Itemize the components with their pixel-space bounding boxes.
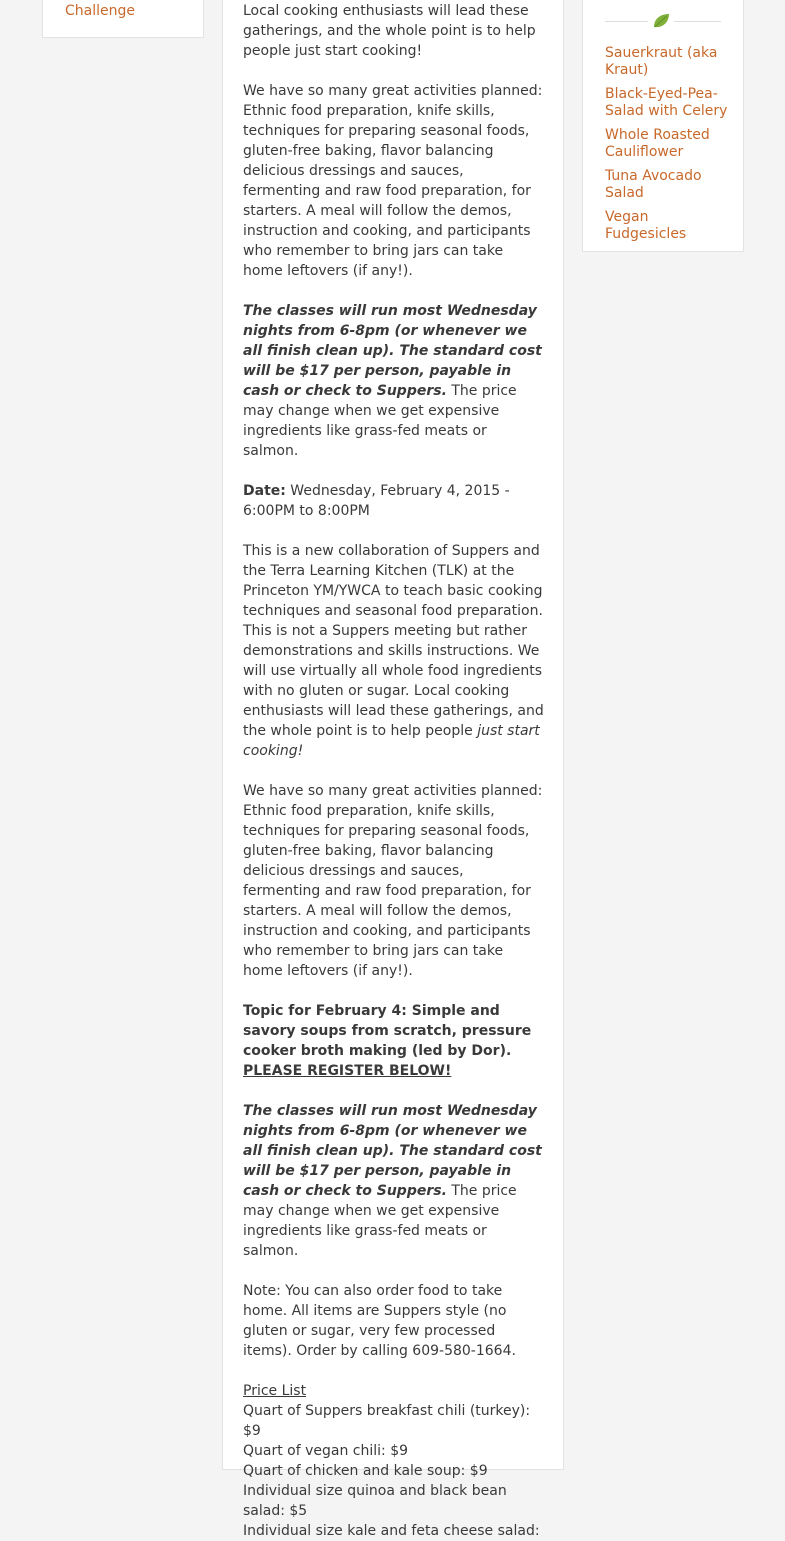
event-date [243,481,545,521]
list-item [605,127,731,161]
collab-italic: just start cooking! [243,723,540,759]
date-value: Wednesday, February 4, 2015 - 6:00PM to 8:00PM [243,483,510,519]
price-item: Quart of Suppers breakfast chili (turkey): $9 [243,1403,531,1439]
recipe-link[interactable]: Black-Eyed-Pea-Salad with Celery [605,86,728,119]
sidebar-link-challenge[interactable]: Challenge [65,3,135,19]
intro-top-paragraph: Local cooking enthusiasts will lead these gatherings, and the whole point is to help people just start cooking! [243,3,536,59]
recipe-list [605,45,731,250]
recipe-link[interactable]: Whole Roasted Cauliflower [605,127,710,160]
classes-paragraph-2 [243,1101,545,1261]
main-content [222,0,564,1539]
price-list-heading: Price List [243,1383,307,1399]
left-sidebar [42,0,204,38]
collab-paragraph [243,541,545,761]
list-item [605,168,731,202]
list-item [605,209,731,243]
recipe-link[interactable]: Sauerkraut (aka Kraut) [605,45,718,78]
recipe-link[interactable]: Vegan Fudgesicles [605,209,687,242]
activities-paragraph-2: We have so many great activities planned: Ethnic food preparation, knife skills, techniques for preparing seasonal foods, gluten-free baking, flavor balancing delicious dressings and sauces, fermenting and raw food preparation, for starters. A meal will follow the demos, instruction and cooking, and participants who remember to bring jars can take home leftovers (if any!). [243,783,543,979]
classes-bold-1: The classes will run most Wednesday nights from 6-8pm (or whenever we all finish clean up). The standard cost will be $17 per person, payable in cash or check to Suppers. [243,303,542,399]
list-item [605,45,731,79]
price-item: Individual size kale and feta cheese salad: [243,1523,540,1539]
leaf-icon [648,12,674,32]
article-body [243,0,545,1541]
topic-bold: Topic for February 4: Simple and savory soups from scratch, pressure cooker broth making (led by Dor). [243,1003,532,1059]
collab-text: This is a new collaboration of Suppers and the Terra Learning Kitchen (TLK) at the Princeton YM/YWCA to teach basic cooking techniques and seasonal food preparation. This is not a Suppers meeting but rather demonstrations and skills instructions. We will use virtually all whole food ingredients with no gluten or sugar. Local cooking enthusiasts will lead these gatherings, and the whole point is to help people [243,543,544,739]
topic-paragraph [243,1001,545,1081]
date-label: Date: [243,483,286,499]
right-sidebar-recipes [582,0,744,252]
list-item [605,86,731,120]
classes-bold-2: The classes will run most Wednesday nights from 6-8pm (or whenever we all finish clean up). The standard cost will be $17 per person, payable in cash or check to Suppers. [243,1103,542,1199]
price-item: Quart of chicken and kale soup: $9 [243,1463,488,1479]
classes-rest-1: The price may change when we get expensive ingredients like grass-fed meats or salmon. [243,383,517,459]
activities-paragraph-1: We have so many great activities planned: Ethnic food preparation, knife skills, techniques for preparing seasonal foods, gluten-free baking, flavor balancing delicious dressings and sauces, fermenting and raw food preparation, for starters. A meal will follow the demos, instruction and cooking, and participants who remember to bring jars can take home leftovers (if any!). [243,83,543,279]
classes-rest-2: The price may change when we get expensive ingredients like grass-fed meats or salmon. [243,1183,517,1259]
order-note: Note: You can also order food to take home. All items are Suppers style (no gluten or sugar, very few processed items). Order by calling 609-580-1664. [243,1283,516,1359]
recipe-link[interactable]: Tuna Avocado Salad [605,168,702,201]
price-item: Quart of vegan chili: $9 [243,1443,409,1459]
classes-paragraph-1 [243,301,545,461]
register-link[interactable]: PLEASE REGISTER BELOW! [243,1063,452,1079]
price-item: Individual size quinoa and black bean salad: $5 [243,1483,507,1519]
